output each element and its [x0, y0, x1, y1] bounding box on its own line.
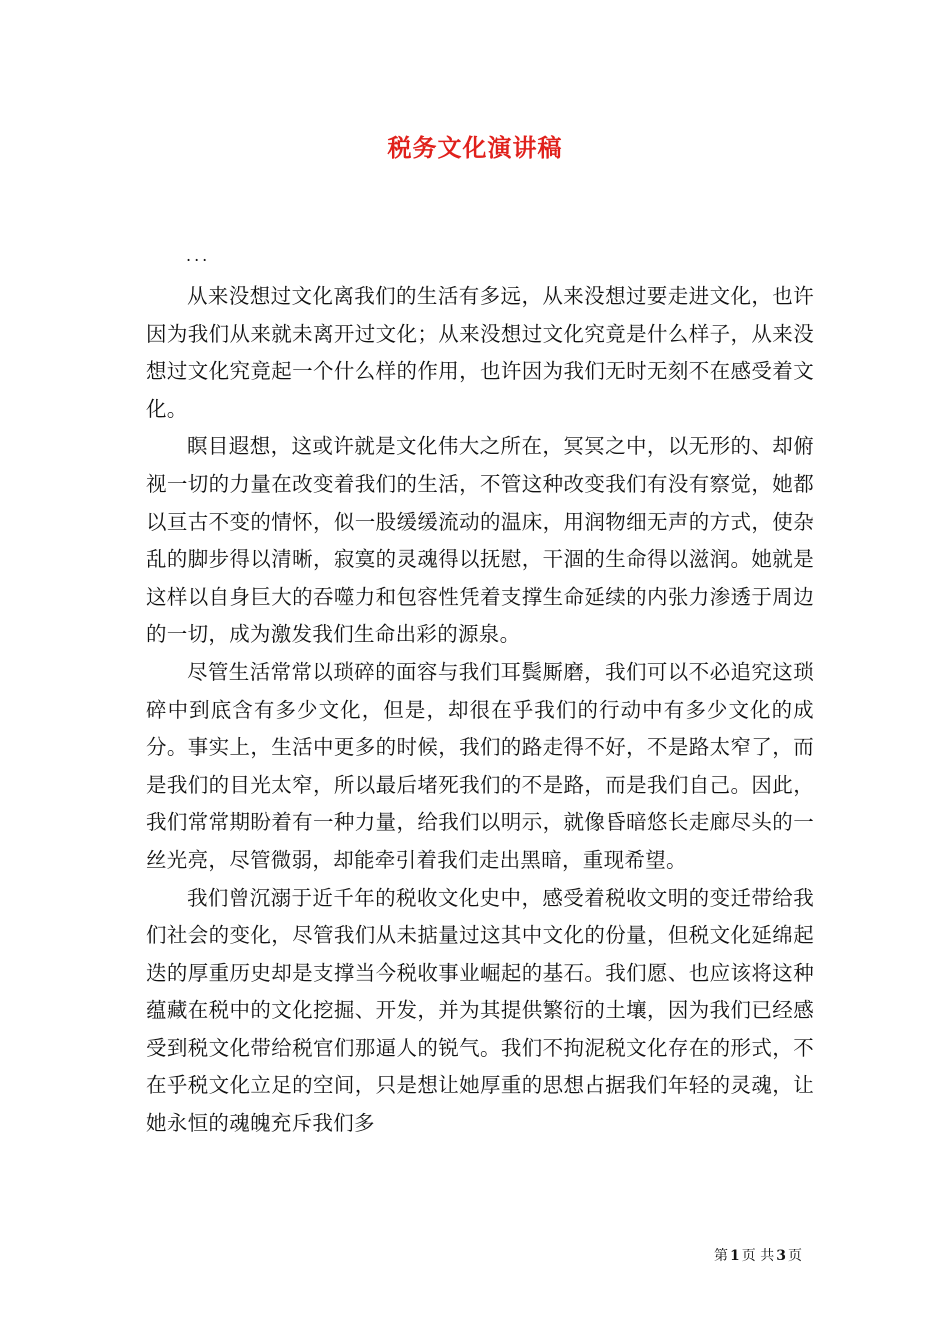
body-text: [146, 278, 814, 1143]
footer-middle: 页 共: [741, 1248, 775, 1264]
current-page-number: 1: [730, 1248, 740, 1264]
footer-prefix: 第: [714, 1248, 729, 1264]
paragraph-2: 瞑目遐想，这或许就是文化伟大之所在，冥冥之中，以无形的、却俯视一切的力量在改变着我们的生活，不管这种改变我们有没有察觉，她都以亘古不变的情怀，似一股缓缓流动的温床，用润物细无声的方式，使杂乱的脚步得以清晰，寂寞的灵魂得以抚慰，干涸的生命得以滋润。她就是这样以自身巨大的吞噬力和包容性凭着支撑生命延续的内张力渗透于周边的一切，成为激发我们生命出彩的源泉。: [146, 434, 814, 647]
paragraph-4: 我们曾沉溺于近千年的税收文化史中，感受着税收文明的变迁带给我们社会的变化，尽管我们从未掂量过这其中文化的份量，但税文化延绵起迭的厚重历史却是支撑当今税收事业崛起的基石。我们愿、也应该将这种蕴藏在税中的文化挖掘、开发，并为其提供繁衍的土壤，因为我们已经感受到税文化带给税官们那逼人的锐气。我们不拘泥税文化存在的形式，不在乎税文化立足的空间，只是想让她厚重的思想占据我们年轻的灵魂，让她永恒的魂魄充斥我们多: [146, 885, 814, 1136]
paragraph-3: 尽管生活常常以琐碎的面容与我们耳鬓厮磨，我们可以不必追究这琐碎中到底含有多少文化，但是，却很在乎我们的行动中有多少文化的成分。事实上，生活中更多的时候，我们的路走得不好，不是路太窄了，而是我们的目光太窄，所以最后堵死我们的不是路，而是我们自己。因此，我们常常期盼着有一种力量，给我们以明示，就像昏暗悠长走廊尽头的一丝光亮，尽管微弱，却能牵引着我们走出黑暗，重现希望。: [146, 659, 814, 872]
footer-suffix: 页: [788, 1248, 802, 1264]
ellipsis-marker: ...: [186, 246, 211, 265]
total-page-number: 3: [776, 1248, 786, 1264]
page-title: 税务文化演讲稿: [387, 133, 563, 162]
paragraph-1: 从来没想过文化离我们的生活有多远，从来没想过要走进文化，也许因为我们从来就未离开过文化；从来没想过文化究竟是什么样子，从来没想过文化究竟起一个什么样的作用，也许因为我们无时无刻不在感受着文化。: [146, 284, 814, 421]
page-footer: [714, 1246, 802, 1266]
